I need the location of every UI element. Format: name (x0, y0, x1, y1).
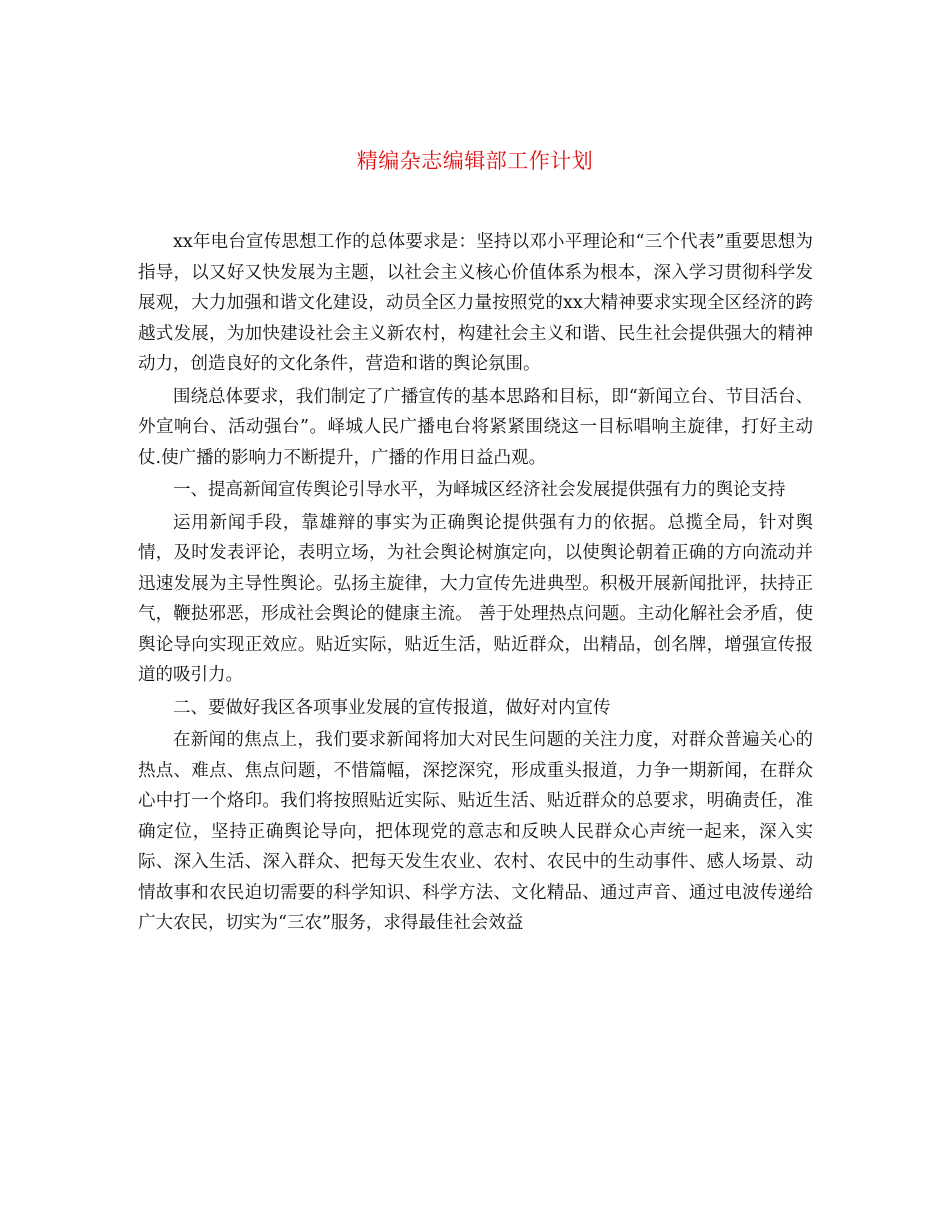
paragraph-internal-publicity: 在新闻的焦点上，我们要求新闻将加大对民生问题的关注力度，对群众普遍关心的热点、难点、焦点问题，不惜篇幅，深挖深究，形成重头报道，力争一期新闻，在群众心中打一个烙印。我们将按照贴近实际、贴近生活、贴近群众的总要求，明确责任，准确定位，坚持正确舆论导向，把体现党的意志和反映人民群众心声统一起来，深入实际、深入生活、深入群众、把每天发生农业、农村、农民中的生动事件、感人场景、动情故事和农民迫切需要的科学知识、科学方法、文化精品、通过声音、通过电波传递给广大农民，切实为“三农”服务，求得最佳社会效益 (138, 730, 813, 933)
paragraph-overall-requirements: xx年电台宣传思想工作的总体要求是：坚持以邓小平理论和“三个代表”重要思想为指导，以又好又快发展为主题，以社会主义核心价值体系为根本，深入学习贯彻科学发展观，大力加强和谐文化建设，动员全区力量按照党的xx大精神要求实现全区经济的跨越式发展，为加快建设社会主义新农村，构建社会主义和谐、民生社会提供强大的精神动力，创造良好的文化条件，营造和谐的舆论氛围。 (138, 232, 813, 374)
section-heading-1: 一、提高新闻宣传舆论引导水平，为峄城区经济社会发展提供强有力的舆论支持 (173, 480, 786, 500)
document-title: 精编杂志编辑部工作计划 (356, 149, 594, 173)
document-body (138, 227, 813, 939)
paragraph-goals: 围绕总体要求，我们制定了广播宣传的基本思路和目标，即“新闻立台、节目活台、外宣响台、活动强台”。峄城人民广播电台将紧紧围绕这一目标唱响主旋律，打好主动仗.使广播的影响力不断提升，广播的作用日益凸观。 (138, 386, 813, 468)
section-heading-2: 二、要做好我区各项事业发展的宣传报道，做好对内宣传 (173, 697, 611, 718)
paragraph-news-guidance: 运用新闻手段，靠雄辩的事实为正确舆论提供强有力的依据。总揽全局，针对舆情，及时发表评论，表明立场，为社会舆论树旗定向，以使舆论朝着正确的方向流动并迅速发展为主导性舆论。弘扬主旋律，大力宣传先进典型。积极开展新闻批评，扶持正气，鞭挞邪恶，形成社会舆论的健康主流。 善于处理热点问题。主动化解社会矛盾，使舆论导向实现正效应。贴近实际，贴近生活，贴近群众，出精品，创名牌，增强宣传报道的吸引力。 (138, 512, 813, 685)
